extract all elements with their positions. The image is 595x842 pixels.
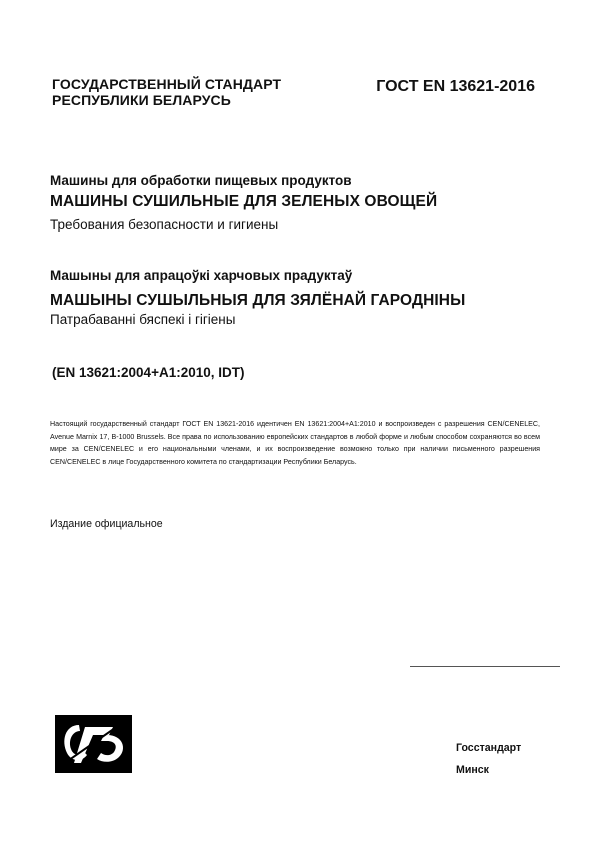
ru-title: МАШИНЫ СУШИЛЬНЫЕ ДЛЯ ЗЕЛЕНЫХ ОВОЩЕЙ [50,193,438,210]
by-subtitle: Патрабаванні бяспекі і гігіены [50,312,236,327]
equivalence-reference: (EN 13621:2004+A1:2010, IDT) [52,365,245,380]
publisher-city: Минск [456,764,489,776]
authority-line-1: ГОСУДАРСТВЕННЫЙ СТАНДАРТ [52,76,282,92]
issuing-authority [52,76,342,108]
publisher-name: Госстандарт [456,742,522,754]
ru-subtitle: Требования безопасности и гигиены [50,217,279,232]
official-edition-label: Издание официальное [50,518,163,530]
gosstandart-logo-icon [55,715,132,773]
copyright-notice: Настоящий государственный стандарт ГОСТ EN 13621-2016 идентичен EN 13621:2004+A1:2010 и воспроизведен с разрешения CEN/CENELEC, Avenue Marnix 17, B-1000 Brussels. Все права по использованию европейских стандартов в любой форме и любым способом сохраняются во всем мире за CEN/CENELEC и его национальными членами, и их воспроизведение возможно только при наличии письменного разрешения CEN/CENELEC в лице Государственного комитета по стандартизации Республики Беларусь. [50,420,540,466]
standard-number: ГОСТ EN 13621-2016 [376,78,535,95]
authority-line-2: РЕСПУБЛИКИ БЕЛАРУСЬ [52,92,231,108]
by-title: МАШЫНЫ СУШЫЛЬНЫЯ ДЛЯ ЗЯЛЁНАЙ ГАРОДНІНЫ [50,292,466,309]
by-category: Машыны для апрацоўкі харчовых прадуктаў [50,268,353,283]
ru-category: Машины для обработки пищевых продуктов [50,173,352,188]
footer-divider [410,666,560,667]
